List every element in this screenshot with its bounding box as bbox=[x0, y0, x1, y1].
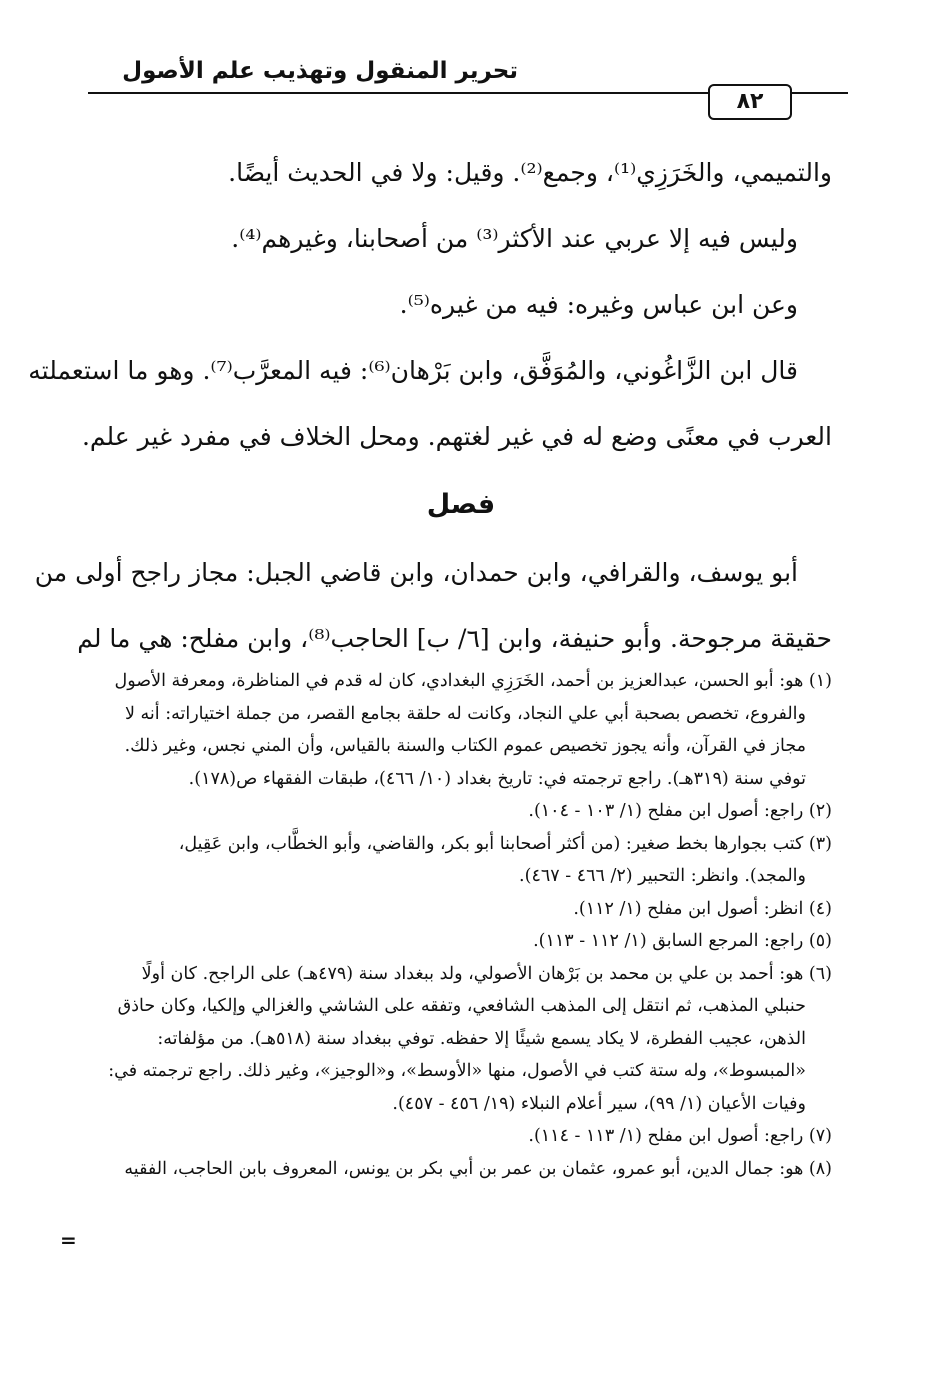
footnote-line: الذهن، عجيب الفطرة، لا يكاد يسمع شيئًا إلا حفظه. توفي ببغداد سنة (٥١٨هـ). من مؤلفاته: bbox=[157, 1028, 806, 1049]
footnote-line: (٥) راجع: المرجع السابق (١/ ١١٢ - ١١٣). bbox=[533, 931, 832, 951]
continuation-mark: = bbox=[60, 1228, 77, 1252]
text-line: وليس فيه إلا عربي عند الأكثر⁽³⁾ من أصحابنا، وغيرهم⁽⁴⁾. bbox=[231, 224, 798, 253]
footnote-line: (٤) انظر: أصول ابن مفلح (١/ ١١٢). bbox=[573, 898, 832, 919]
text-line: أبو يوسف، والقرافي، وابن حمدان، وابن قاضي الجبل: مجاز راجح أولى من bbox=[34, 558, 798, 587]
text-line: والتميمي، والخَرَزِي⁽¹⁾، وجمع⁽²⁾. وقيل: ولا في الحديث أيضًا. bbox=[228, 158, 832, 187]
text-line: وعن ابن عباس وغيره: فيه من غيره⁽⁵⁾. bbox=[399, 290, 798, 319]
page-header bbox=[88, 52, 848, 112]
book-title: تحرير المنقول وتهذيب علم الأصول bbox=[122, 58, 518, 84]
footnote-line: (٨) هو: جمال الدين، أبو عمرو، عثمان بن عمر بن أبي بكر بن يونس، المعروف بابن الحاجب، الفقيه bbox=[124, 1158, 832, 1179]
text-line: قال ابن الزَّاغُوني، والمُوَفَّق، وابن بَرْهان⁽⁶⁾: فيه المعرَّب⁽⁷⁾. وهو ما استعملته bbox=[28, 356, 798, 385]
footnote-line: مجاز في القرآن، وأنه يجوز تخصيص عموم الكتاب والسنة بالقياس، وأن المني نجس، وغير ذلك. bbox=[124, 736, 806, 756]
footnote-line: والمجد). وانظر: التحبير (٢/ ٤٦٦ - ٤٦٧). bbox=[519, 866, 806, 886]
text-line: حقيقة مرجوحة. وأبو حنيفة، وابن [٦/ ب] الحاجب⁽⁸⁾، وابن مفلح: هي ما لم bbox=[77, 624, 832, 653]
text-line: العرب في معنًى وضع له في غير لغتهم. ومحل الخلاف في مفرد غير علم. bbox=[81, 422, 832, 451]
footnotes bbox=[82, 665, 832, 1185]
footnote-line: وفيات الأعيان (١/ ٩٩)، سير أعلام النبلاء (١٩/ ٤٥٦ - ٤٥٧). bbox=[392, 1093, 806, 1114]
footnote-line: توفي سنة (٣١٩هـ). راجع ترجمته في: تاريخ بغداد (١٠/ ٤٦٦)، طبقات الفقهاء ص(١٧٨). bbox=[188, 768, 806, 789]
footnote-line: (٦) هو: أحمد بن علي بن محمد بن بَرْهان الأصولي، ولد ببغداد سنة (٤٧٩هـ) على الراجح. كان أولًا bbox=[141, 963, 832, 984]
footnote-line: والفروع، تخصص بصحبة أبي علي النجاد، وكانت له حلقة بجامع القصر، من جملة اختياراته: أنه لا bbox=[125, 703, 806, 724]
section-heading: فصل bbox=[426, 489, 496, 520]
footnote-line: حنبلي المذهب، ثم انتقل إلى المذهب الشافعي، وتفقه على الشاشي والغزالي وإلكيا، وكان حاذق bbox=[117, 996, 806, 1016]
main-text bbox=[28, 140, 832, 672]
page-number: ٨٢ bbox=[708, 84, 792, 120]
footnote-line: (٣) كتب بجوارها بخط صغير: (من أكثر أصحابنا أبو بكر، والقاضي، وأبو الخطَّاب، وابن عَقِيل، bbox=[178, 833, 832, 854]
footnote-line: (٢) راجع: أصول ابن مفلح (١/ ١٠٣ - ١٠٤). bbox=[528, 801, 832, 821]
footnote-line: (٧) راجع: أصول ابن مفلح (١/ ١١٣ - ١١٤). bbox=[528, 1126, 832, 1146]
footnote-line: «المبسوط»، وله ستة كتب في الأصول، منها «الأوسط»، و«الوجيز»، وغير ذلك. راجع ترجمته في: bbox=[108, 1061, 806, 1081]
footnote-line: (١) هو: أبو الحسن، عبدالعزيز بن أحمد، الخَرَزِي البغدادي، كان له قدم في المناظرة، ومعرفة الأصول bbox=[114, 671, 832, 691]
